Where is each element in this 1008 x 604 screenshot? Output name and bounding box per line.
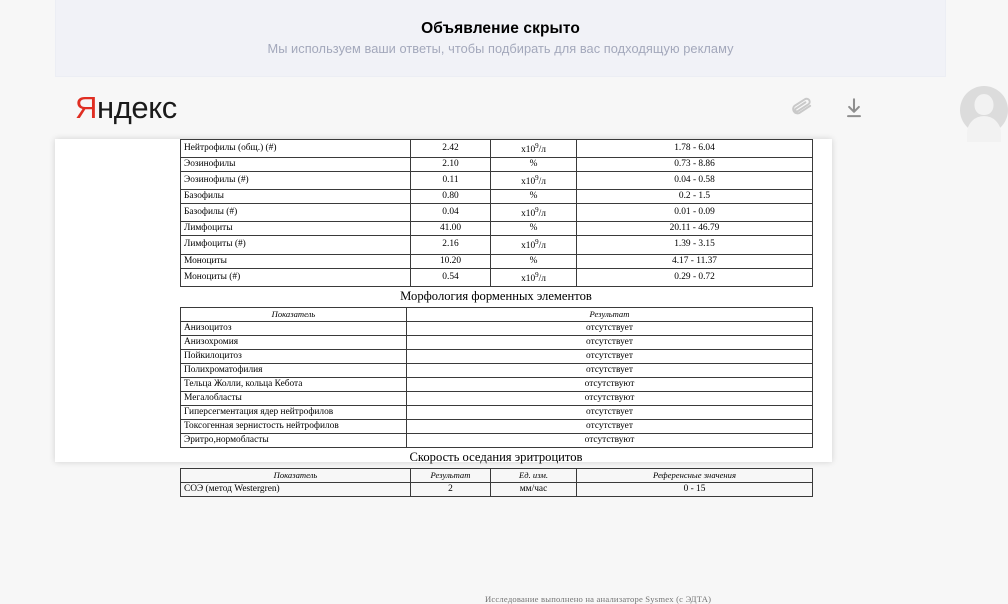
blood-row-result: 2.10 bbox=[411, 158, 491, 172]
blood-count-table bbox=[180, 139, 813, 287]
morphology-section-title: Морфология форменных элементов bbox=[400, 288, 592, 303]
document-preview-page[interactable] bbox=[55, 139, 832, 604]
blood-row-ref: 0.29 - 0.72 bbox=[577, 268, 813, 286]
blood-row-unit: % bbox=[491, 222, 577, 236]
morphology-row-name: Анизохромия bbox=[181, 335, 407, 349]
avatar-head-shape bbox=[975, 94, 994, 115]
blood-row-name: Моноциты bbox=[181, 254, 411, 268]
blood-row-unit: $x10^9/л$ bbox=[491, 140, 577, 158]
table-row bbox=[181, 391, 813, 405]
morphology-row-result: отсутствует bbox=[407, 419, 813, 433]
blood-row-result: 2.16 bbox=[411, 236, 491, 254]
esr-col-ref: Референсные значения bbox=[577, 468, 813, 482]
table-row bbox=[181, 419, 813, 433]
esr-row-unit: мм/час bbox=[491, 482, 577, 496]
blood-row-unit: % bbox=[491, 254, 577, 268]
blood-row-unit: % bbox=[491, 158, 577, 172]
blood-row-ref: 20.11 - 46.79 bbox=[577, 222, 813, 236]
esr-row-result: 2 bbox=[411, 482, 491, 496]
hidden-ad-banner bbox=[55, 0, 946, 77]
blood-row-ref: 0.01 - 0.09 bbox=[577, 204, 813, 222]
morphology-row-result: отсутствуют bbox=[407, 391, 813, 405]
blood-row-name: Базофилы bbox=[181, 190, 411, 204]
blood-row-result: 10.20 bbox=[411, 254, 491, 268]
yandex-logo-first-letter: Я bbox=[75, 90, 97, 125]
table-row bbox=[181, 140, 813, 158]
morphology-row-result: отсутствует bbox=[407, 321, 813, 335]
morphology-row-name: Анизоцитоз bbox=[181, 321, 407, 335]
blood-row-result: 0.04 bbox=[411, 204, 491, 222]
document-content bbox=[180, 139, 812, 497]
table-row bbox=[181, 433, 813, 447]
blood-row-name: Эозинофилы bbox=[181, 158, 411, 172]
blood-row-unit: $x10^9/л$ bbox=[491, 236, 577, 254]
blood-row-unit: % bbox=[491, 190, 577, 204]
morphology-col-name: Показатель bbox=[181, 307, 407, 321]
morphology-row-name: Токсогенная зернистость нейтрофилов bbox=[181, 419, 407, 433]
table-row bbox=[181, 482, 813, 496]
blood-row-name: Лимфоциты (#) bbox=[181, 236, 411, 254]
morphology-row-name: Эритро,нормобласты bbox=[181, 433, 407, 447]
table-row bbox=[181, 377, 813, 391]
blood-row-name: Эозинофилы (#) bbox=[181, 172, 411, 190]
blood-row-ref: 1.78 - 6.04 bbox=[577, 140, 813, 158]
table-row bbox=[181, 222, 813, 236]
blood-row-result: 0.11 bbox=[411, 172, 491, 190]
morphology-row-name: Пойкилоцитоз bbox=[181, 349, 407, 363]
download-icon[interactable] bbox=[841, 95, 867, 121]
morphology-row-name: Тельца Жолли, кольца Кебота bbox=[181, 377, 407, 391]
blood-row-name: Лимфоциты bbox=[181, 222, 411, 236]
morphology-header-row bbox=[181, 307, 813, 321]
user-avatar[interactable] bbox=[960, 86, 1008, 134]
esr-col-name: Показатель bbox=[181, 468, 411, 482]
blood-row-unit: $x10^9/л$ bbox=[491, 172, 577, 190]
blood-row-ref: 0.73 - 8.86 bbox=[577, 158, 813, 172]
avatar-body-shape bbox=[967, 116, 1001, 142]
morphology-table bbox=[180, 307, 813, 448]
esr-row-name: СОЭ (метод Westergren) bbox=[181, 482, 411, 496]
blood-row-name: Моноциты (#) bbox=[181, 268, 411, 286]
blood-row-ref: 0.2 - 1.5 bbox=[577, 190, 813, 204]
morphology-rows bbox=[181, 321, 813, 447]
esr-row-ref: 0 - 15 bbox=[577, 482, 813, 496]
blood-row-name: Базофилы (#) bbox=[181, 204, 411, 222]
blood-count-rows bbox=[181, 140, 813, 287]
table-row bbox=[181, 158, 813, 172]
esr-section-title: Скорость оседания эритроцитов bbox=[409, 449, 583, 464]
table-row bbox=[181, 204, 813, 222]
table-row bbox=[181, 172, 813, 190]
esr-table bbox=[180, 468, 813, 497]
blood-row-ref: 4.17 - 11.37 bbox=[577, 254, 813, 268]
morphology-row-result: отсутствует bbox=[407, 335, 813, 349]
table-row bbox=[181, 321, 813, 335]
blood-row-result: 0.80 bbox=[411, 190, 491, 204]
morphology-row-result: отсутствует bbox=[407, 405, 813, 419]
paperclip-icon[interactable] bbox=[789, 95, 815, 121]
table-row bbox=[181, 349, 813, 363]
blood-row-result: 2.42 bbox=[411, 140, 491, 158]
blood-row-ref: 0.04 - 0.58 bbox=[577, 172, 813, 190]
yandex-logo[interactable] bbox=[75, 90, 177, 126]
blood-row-ref: 1.39 - 3.15 bbox=[577, 236, 813, 254]
morphology-row-name: Гиперсегментация ядер нейтрофилов bbox=[181, 405, 407, 419]
morphology-row-result: отсутствуют bbox=[407, 433, 813, 447]
blood-row-unit: $x10^9/л$ bbox=[491, 268, 577, 286]
table-row bbox=[181, 190, 813, 204]
esr-col-unit: Ед. изм. bbox=[491, 468, 577, 482]
morphology-row-result: отсутствует bbox=[407, 363, 813, 377]
table-row bbox=[181, 335, 813, 349]
blood-row-unit: $x10^9/л$ bbox=[491, 204, 577, 222]
blood-row-name: Нейтрофилы (общ.) (#) bbox=[181, 140, 411, 158]
blood-row-result: 0.54 bbox=[411, 268, 491, 286]
blood-row-result: 41.00 bbox=[411, 222, 491, 236]
table-row bbox=[181, 363, 813, 377]
table-row bbox=[181, 236, 813, 254]
esr-rows bbox=[181, 482, 813, 496]
table-row bbox=[181, 254, 813, 268]
yandex-logo-rest: ндекс bbox=[97, 90, 177, 125]
esr-col-result: Результат bbox=[411, 468, 491, 482]
esr-header-row bbox=[181, 468, 813, 482]
morphology-col-result: Результат bbox=[407, 307, 813, 321]
morphology-row-name: Полихроматофилия bbox=[181, 363, 407, 377]
app-header bbox=[0, 77, 1000, 139]
ad-banner-title: Объявление скрыто bbox=[421, 20, 580, 37]
table-row bbox=[181, 405, 813, 419]
ad-banner-subtitle: Мы используем ваши ответы, чтобы подбирать для вас подходящую рекламу bbox=[267, 41, 734, 56]
morphology-row-result: отсутствуют bbox=[407, 377, 813, 391]
document-footnote: Исследование выполнено на анализаторе Sysmex (с ЭДТА) bbox=[485, 594, 712, 604]
morphology-row-name: Мегалобласты bbox=[181, 391, 407, 405]
table-row bbox=[181, 268, 813, 286]
morphology-row-result: отсутствует bbox=[407, 349, 813, 363]
